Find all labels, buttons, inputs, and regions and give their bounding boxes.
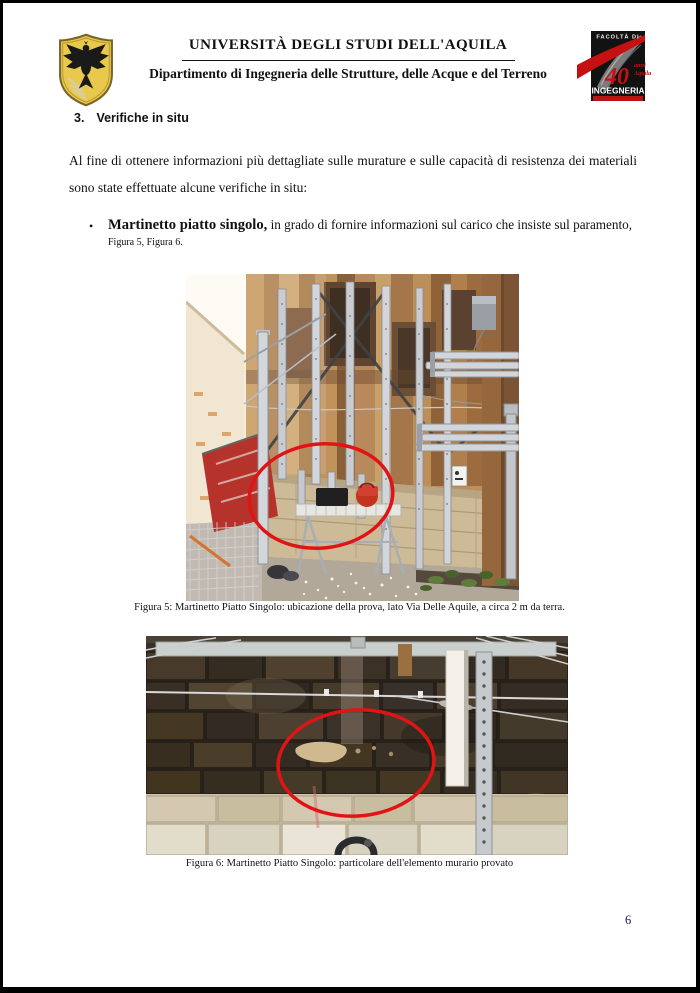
bullet-item bbox=[89, 216, 637, 248]
perforated-channel bbox=[476, 652, 492, 855]
university-crest-icon bbox=[58, 32, 114, 108]
red-machine bbox=[356, 484, 378, 508]
wall-marker-sign bbox=[452, 466, 467, 486]
figure6-caption: Figura 6: Martinetto Piatto Singolo: particolare dell'elemento murario provato bbox=[185, 858, 514, 869]
bullet-figure-refs: Figura 5, Figura 6. bbox=[108, 237, 183, 248]
wood-shim bbox=[398, 644, 412, 676]
university-title: UNIVERSITÀ DEGLI STUDI DELL'AQUILA bbox=[188, 37, 508, 53]
black-case bbox=[316, 488, 348, 506]
figure5-photo bbox=[186, 274, 519, 601]
bullet-bold-text: Martinetto piatto singolo, bbox=[108, 217, 268, 233]
figure6-photo bbox=[146, 636, 568, 855]
faculty-logo-anni: anni bbox=[634, 62, 646, 69]
header-divider bbox=[182, 60, 515, 61]
faculty-logo-top-label: FACOLTÀ DI bbox=[596, 34, 640, 41]
faculty-logo-40: 40 bbox=[605, 64, 629, 90]
document-page bbox=[3, 3, 696, 987]
intro-paragraph: Al fine di ottenere informazioni più dettagliate sulle murature e sulle capacità di resistenza dei materiali sono state effettuate alcune verifiche in situ: bbox=[69, 153, 637, 195]
faculty-logo bbox=[577, 31, 655, 107]
bullet-normal-text: in grado di fornire informazioni sul carico che insiste sul paramento, bbox=[267, 217, 633, 232]
section-heading bbox=[74, 111, 189, 125]
bullet-marker: • bbox=[89, 219, 94, 233]
department-title: Dipartimento di Ingegneria delle Strutture, delle Acque e del Terreno bbox=[149, 66, 547, 81]
header bbox=[113, 37, 583, 82]
faculty-logo-ingegneria: INGEGNERIA bbox=[591, 85, 645, 96]
section-number: 3. bbox=[74, 111, 85, 125]
figure5-caption: Figura 5: Martinetto Piatto Singolo: ubicazione della prova, lato Via Delle Aquile, a circa 2 m da terra. bbox=[134, 602, 565, 613]
faculty-logo-aquila: Aquila bbox=[634, 70, 652, 77]
page-number: 6 bbox=[625, 913, 632, 927]
section-title: Verifiche in situ bbox=[96, 111, 189, 125]
